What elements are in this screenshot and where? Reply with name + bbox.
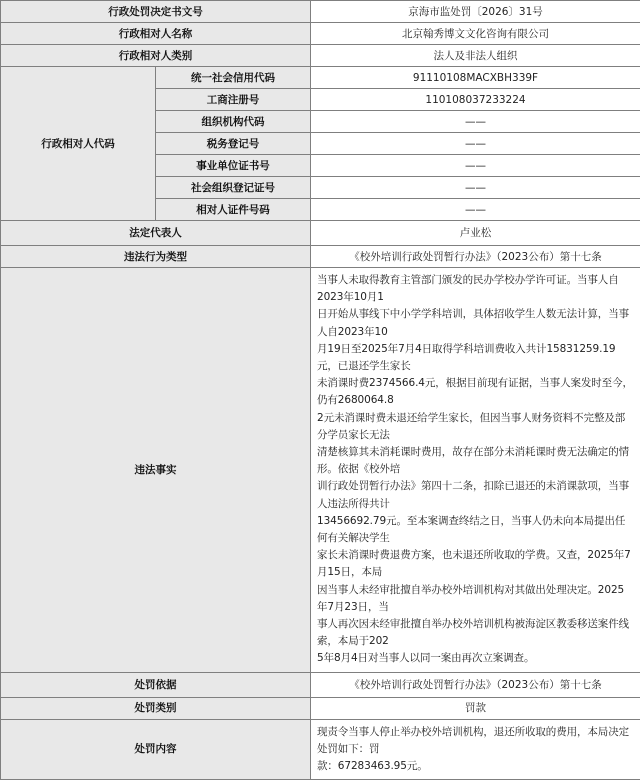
row-party-type (1, 45, 640, 67)
decision-no-label: 行政处罚决定书文号 (1, 1, 311, 23)
party-code-label: 行政相对人代码 (1, 67, 156, 221)
social-org-cert-label: 社会组织登记证号 (156, 177, 311, 199)
facts-label: 违法事实 (1, 268, 311, 673)
row-party-name (1, 23, 640, 45)
content-line: 款：67283463.95元。 (317, 758, 634, 775)
institution-cert-label: 事业单位证书号 (156, 155, 311, 177)
social-org-cert-value: —— (311, 177, 640, 199)
facts-line: 5年8月4日对当事人以同一案由再次立案调查。 (317, 650, 634, 667)
row-violation-type (1, 246, 640, 268)
row-penalty-content (1, 719, 640, 780)
facts-line: 2元未消课时费未退还给学生家长，但因当事人财务资料不完整及部分学员家长无法 (317, 410, 634, 444)
institution-cert-value: —— (311, 155, 640, 177)
org-code-value: —— (311, 111, 640, 133)
legal-rep-value: 卢业松 (311, 221, 640, 246)
row-decision-no (1, 1, 640, 23)
facts-line: 月19日至2025年7月4日取得学科培训费收入共计15831259.19元，已退还学生家长 (317, 341, 634, 375)
basis-label: 处罚依据 (1, 672, 311, 697)
basis-value: 《校外培训行政处罚暂行办法》（2023公布）第十七条 (311, 672, 640, 697)
penalty-type-value: 罚款 (311, 697, 640, 719)
party-name-label: 行政相对人名称 (1, 23, 311, 45)
penalty-content-label: 处罚内容 (1, 719, 311, 780)
tax-no-label: 税务登记号 (156, 133, 311, 155)
tax-no-value: —— (311, 133, 640, 155)
row-facts (1, 268, 640, 673)
facts-line: 日开始从事线下中小学学科培训，具体招收学生人数无法计算，当事人自2023年10 (317, 306, 634, 340)
party-name-value: 北京翰秀博文文化咨询有限公司 (311, 23, 640, 45)
legal-rep-label: 法定代表人 (1, 221, 311, 246)
credit-code-value: 91110108MACXBH339F (311, 67, 640, 89)
facts-line: 13456692.79元。至本案调查终结之日，当事人仍未向本局提出任何有关解决学生 (317, 513, 634, 547)
decision-no-value: 京海市监处罚〔2026〕31号 (311, 1, 640, 23)
party-type-label: 行政相对人类别 (1, 45, 311, 67)
id-no-value: —— (311, 199, 640, 221)
reg-no-label: 工商注册号 (156, 89, 311, 111)
penalty-content-text (311, 719, 640, 780)
id-no-label: 相对人证件号码 (156, 199, 311, 221)
row-legal-rep (1, 221, 640, 246)
row-credit-code (1, 67, 640, 89)
penalty-type-label: 处罚类别 (1, 697, 311, 719)
facts-line: 清楚核算其未消耗课时费用，故存在部分未消耗课时费无法确定的情形。依据《校外培 (317, 444, 634, 478)
facts-line: 未消课时费2374566.4元，根据目前现有证据，当事人案发时至今，仍有2680064.8 (317, 375, 634, 409)
facts-text (311, 268, 640, 673)
party-type-value: 法人及非法人组织 (311, 45, 640, 67)
row-basis (1, 672, 640, 697)
facts-line: 训行政处罚暂行办法》第四十二条，扣除已退还的未消课款项，当事人违法所得共计 (317, 478, 634, 512)
facts-line: 家长未消课时费退费方案，也未退还所收取的学费。又查，2025年7月15日，本局 (317, 547, 634, 581)
facts-line: 因当事人未经审批擅自举办校外培训机构对其做出处理决定。2025年7月23日，当 (317, 582, 634, 616)
facts-line: 事人再次因未经审批擅自举办校外培训机构被海淀区教委移送案件线索，本局于202 (317, 616, 634, 650)
org-code-label: 组织机构代码 (156, 111, 311, 133)
reg-no-value: 110108037233224 (311, 89, 640, 111)
row-penalty-type (1, 697, 640, 719)
content-line: 现责令当事人停止举办校外培训机构，退还所收取的费用，本局决定处罚如下：罚 (317, 724, 634, 758)
facts-line: 当事人未取得教育主管部门颁发的民办学校办学许可证。当事人自2023年10月1 (317, 272, 634, 306)
credit-code-label: 统一社会信用代码 (156, 67, 311, 89)
violation-type-label: 违法行为类型 (1, 246, 311, 268)
violation-type-value: 《校外培训行政处罚暂行办法》（2023公布）第十七条 (311, 246, 640, 268)
